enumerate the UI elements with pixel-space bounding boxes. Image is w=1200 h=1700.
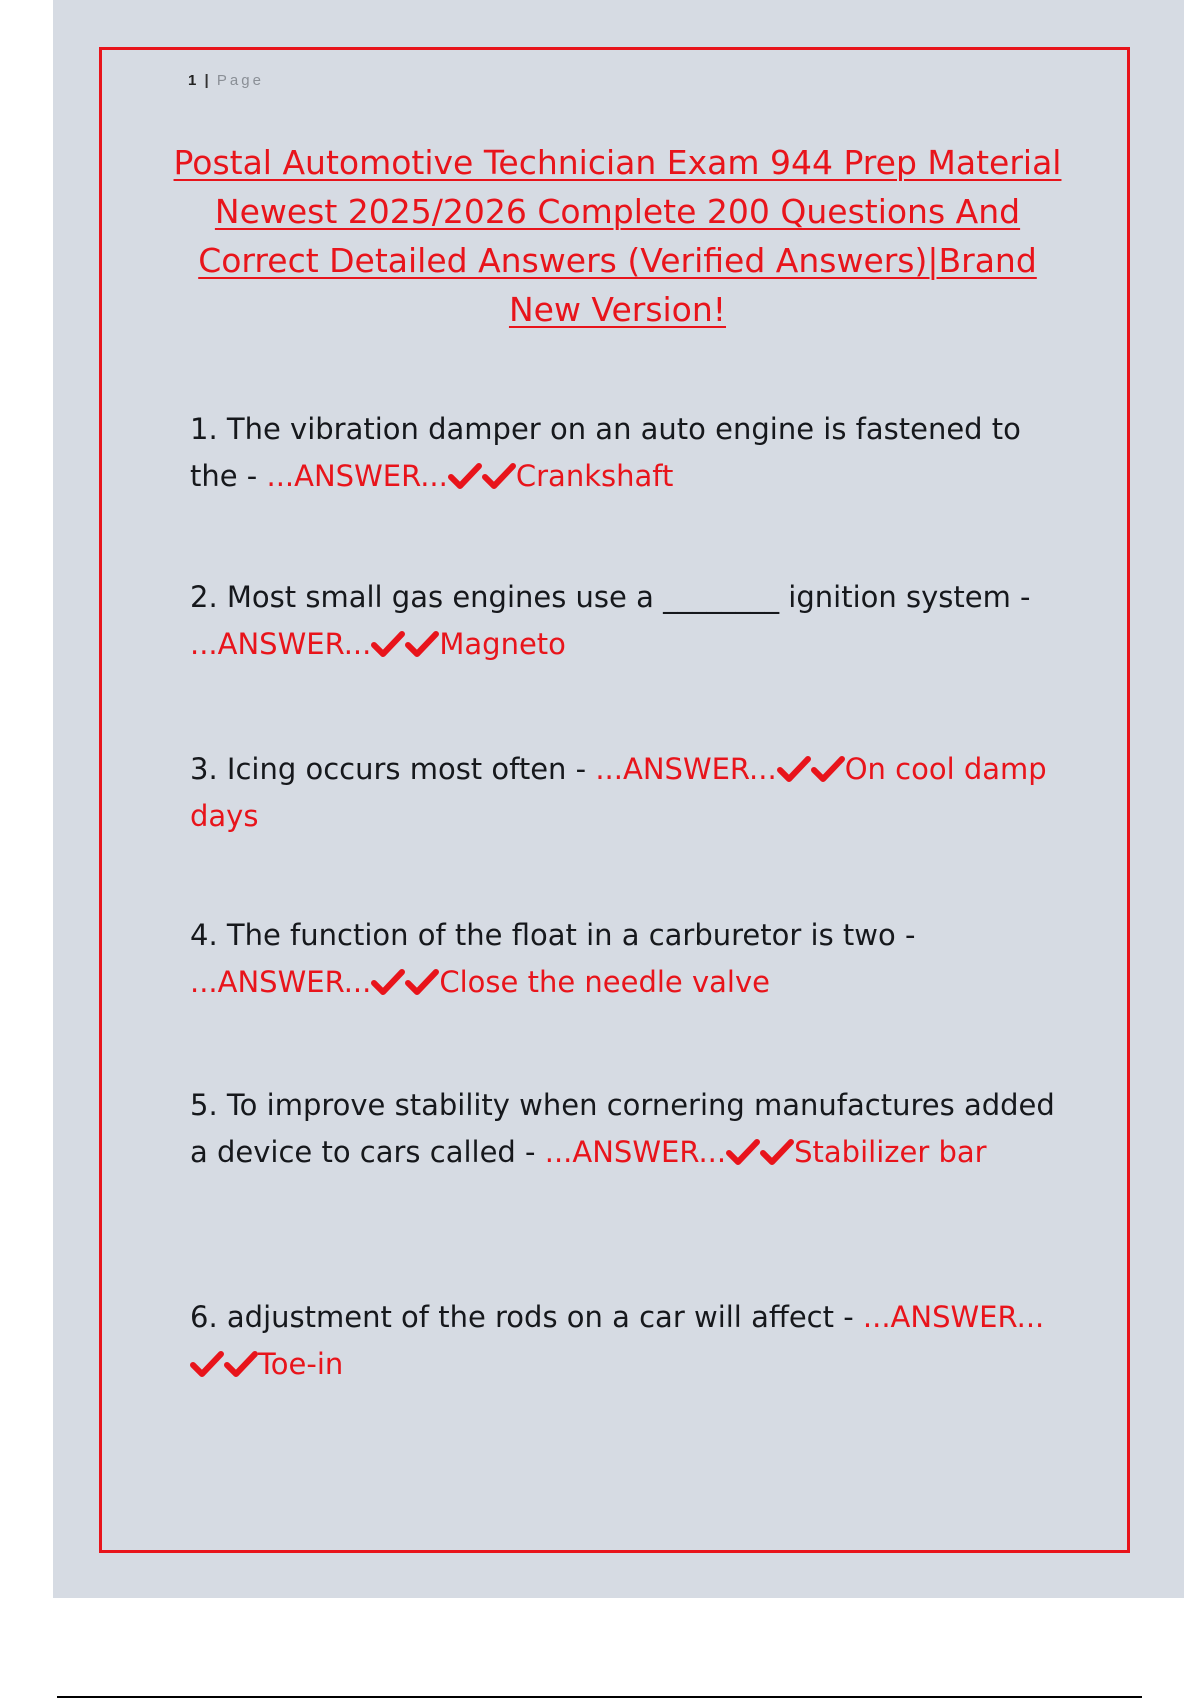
check-icon: [811, 754, 845, 784]
question-text: 2. Most small gas engines use a ________ ignition system -: [190, 580, 1031, 614]
answer-marker: ...ANSWER...: [190, 627, 372, 661]
check-icon: [760, 1137, 794, 1167]
answer-marker: ...ANSWER...: [266, 459, 448, 493]
question-text: 4. The function of the float in a carburetor is two -: [190, 918, 916, 952]
answer-text: Stabilizer bar: [794, 1135, 987, 1169]
page-word: Page: [216, 72, 264, 89]
question-item-1: [190, 406, 1070, 500]
question-item-6: [190, 1294, 1070, 1388]
answer-marker: ...ANSWER...: [862, 1300, 1045, 1334]
answer-text: On cool damp days: [190, 752, 1047, 833]
answer-marker: ...ANSWER...: [190, 965, 372, 999]
check-icon: [190, 1349, 224, 1379]
check-icon: [448, 461, 482, 491]
check-icon: [777, 754, 811, 784]
check-icon: [726, 1137, 760, 1167]
answer-marker: ...ANSWER...: [544, 1135, 727, 1169]
check-icon: [405, 629, 439, 659]
footer-rule: [57, 1696, 1142, 1698]
answer-marker: ...ANSWER...: [595, 752, 777, 786]
question-item-5: [190, 1082, 1070, 1176]
question-text: 1. The vibration damper on an auto engine is fastened to the -: [190, 412, 1021, 493]
document-title: Postal Automotive Technician Exam 944 Prep Material Newest 2025/2026 Complete 200 Questions And Correct Detailed Answers (Verified Answers)|Brand New Version!: [173, 143, 1062, 329]
answer-text: Close the needle valve: [439, 965, 770, 999]
question-text: 3. Icing occurs most often -: [190, 752, 587, 786]
question-item-3: [190, 746, 1070, 840]
page-number-header: [188, 72, 264, 89]
answer-text: Toe-in: [258, 1347, 344, 1381]
page-number: 1: [188, 72, 198, 89]
question-text: 6. adjustment of the rods on a car will affect -: [190, 1300, 854, 1334]
check-icon: [371, 967, 405, 997]
question-text: 5. To improve stability when cornering manufactures added a device to cars called -: [190, 1088, 1055, 1169]
check-icon: [371, 629, 405, 659]
answer-text: Crankshaft: [515, 459, 674, 493]
page-separator: |: [204, 72, 210, 89]
check-icon: [224, 1349, 258, 1379]
answer-text: Magneto: [439, 627, 566, 661]
question-item-4: [190, 912, 1070, 1006]
check-icon: [482, 461, 516, 491]
question-item-2: [190, 574, 1070, 668]
check-icon: [405, 967, 439, 997]
